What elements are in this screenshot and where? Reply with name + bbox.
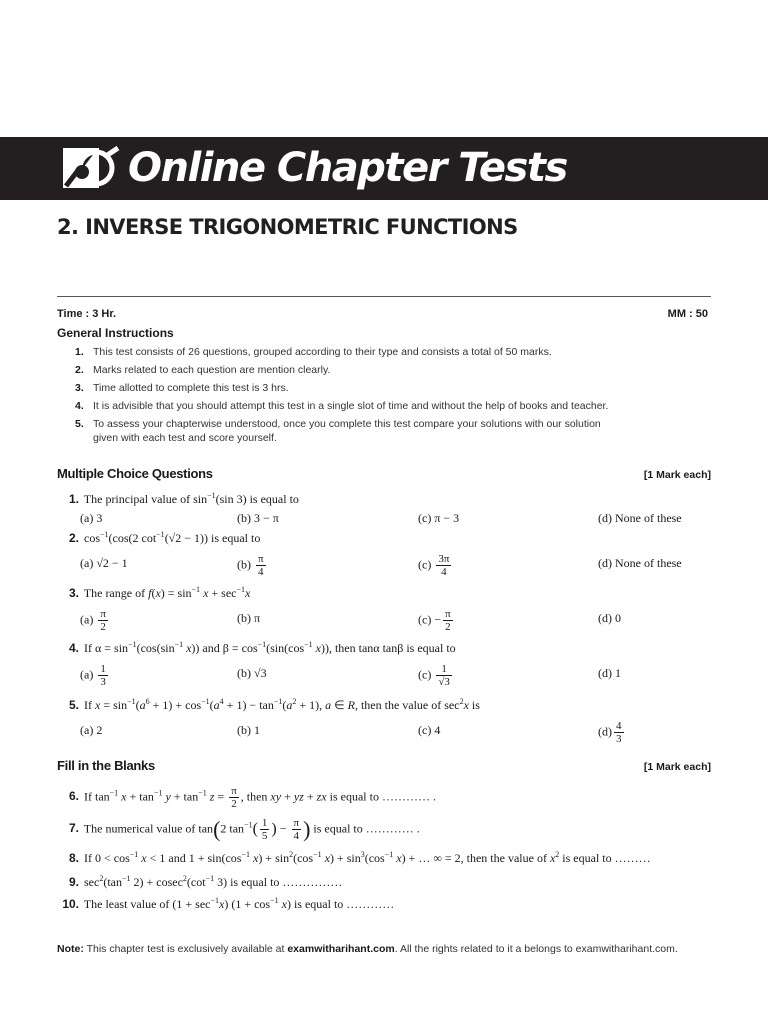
instruction-number: 5. — [75, 418, 84, 430]
footer-note — [57, 940, 678, 958]
question-number: 10. — [62, 897, 79, 911]
option-label: (b) — [237, 557, 251, 572]
header-divider — [57, 296, 711, 297]
option-label: (d) — [598, 724, 612, 739]
instruction-text: To assess your chapterwise understood, once you complete this test compare your solutions with our solution — [93, 418, 601, 430]
mcq-section-title: Multiple Choice Questions — [57, 466, 213, 481]
option-1b: (b) 3 − π — [237, 511, 279, 525]
question-5: 5. If $x = \sin^{-1}(a^6 + 1) + \cos^{-1}(a^4 + 1) - \tan^{-1}(a^2 + 1)$, a ∈ R, then the value of $\sec^2x$ is — [57, 695, 727, 715]
question-9: 9. $\sec^2(\tan^{-1}$ $2) + cosec^2(\cot^{-1}$ 3) is equal to …………… — [57, 872, 727, 892]
option-1d: (d) None of these — [598, 511, 682, 525]
option-3a — [80, 608, 110, 633]
question-number: 7. — [68, 821, 79, 836]
question-7: 7. The numerical value of tan(2 $\tan^{-1}$( $\frac{1}{5}$ ) − $\frac{\pi}{4}$ ) is equal to ………… . — [57, 817, 727, 842]
question-2: 2. $\cos^{-1}(\cos(2$ $\cot^{-1}(√2 - 1)$) is equal to — [57, 528, 727, 548]
option-3c — [418, 608, 455, 633]
option-4d: (d) 1 — [598, 666, 621, 680]
fib-section-title: Fill in the Blanks — [57, 758, 155, 773]
option-1c: (c) π − 3 — [418, 511, 460, 525]
fraction: $\frac{1}{3}$ — [100, 663, 106, 688]
instruction-text: This test consists of 26 questions, grouped according to their type and consists a total of 50 marks. — [93, 346, 552, 358]
option-5a: (a) 2 — [80, 723, 103, 737]
instruction-item — [57, 379, 717, 397]
instruction-item — [57, 415, 717, 445]
max-marks-label: MM : 50 — [667, 308, 708, 320]
option-3b: (b) π — [237, 611, 261, 625]
option-1a: (a) 3 — [80, 511, 103, 525]
question-1: 1. The principal value of $\sin^{-1}(\sin$ 3) is equal to — [57, 489, 727, 509]
instructions-heading: General Instructions — [57, 326, 174, 340]
option-2a: (a) √2 − 1 — [80, 556, 128, 570]
question-number: 8. — [68, 851, 79, 865]
fraction: $\frac{\pi}{4}$ — [258, 553, 264, 578]
option-label: (a) — [80, 612, 94, 627]
time-label: Time : 3 Hr. — [57, 308, 117, 320]
instruction-item — [57, 343, 717, 361]
instruction-number: 4. — [75, 400, 84, 412]
instruction-number: 1. — [75, 346, 84, 358]
footer-note-label: Note: — [57, 943, 84, 955]
question-number: 4. — [68, 641, 79, 655]
question-number: 6. — [68, 789, 79, 804]
question-number: 3. — [68, 586, 79, 600]
option-label: (c) — [418, 557, 432, 572]
question-8: 8. If $0 < \cos^{-1} x < 1$ and $1 + \sin(\cos^{-1}$ $x) + \sin^2(\cos^{-1}$ $x) + \sin^3(\cos^{-1}$ x) + … ∞ = 2, then the value of $x^2$ is equal to ……… — [57, 848, 727, 868]
arihant-logo-icon — [62, 142, 120, 192]
fraction: $\frac{\pi}{2}$ — [445, 608, 451, 633]
question-3: 3. The range of $f(x) = \sin^{-1} x + \sec^{-1}x$ — [57, 583, 727, 603]
question-number: 1. — [68, 492, 79, 506]
option-5c: (c) 4 — [418, 723, 441, 737]
instruction-item — [57, 361, 717, 379]
header-banner — [0, 137, 768, 200]
option-2c — [418, 553, 453, 578]
option-2d: (d) None of these — [598, 556, 682, 570]
mcq-marks-note: [1 Mark each] — [643, 469, 711, 481]
option-4a — [80, 663, 110, 688]
footer-note-text: This chapter test is exclusively available at — [86, 943, 285, 955]
fraction: $\frac{1}{√3}$ — [438, 663, 450, 688]
chapter-title: 2. INVERSE TRIGONOMETRIC FUNCTIONS — [57, 215, 518, 239]
fraction: $\frac{3\pi}{4}$ — [438, 553, 450, 578]
instruction-item — [57, 397, 717, 415]
instruction-text: It is advisible that you should attempt this test in a single slot of time and without the help of books and teacher. — [93, 400, 609, 412]
option-5d — [598, 720, 626, 745]
question-number: 5. — [68, 698, 79, 712]
instruction-text-continued: given with each test and score yourself. — [93, 432, 277, 444]
option-4c — [418, 663, 454, 688]
instruction-text: Marks related to each question are mention clearly. — [93, 364, 331, 376]
fraction: $\frac{4}{3}$ — [616, 720, 622, 745]
banner-title: Online Chapter Tests — [128, 145, 567, 191]
question-6: 6. If $\tan^{-1} x + \tan^{-1} y + \tan^{-1} z$ = $\frac{\pi}{2}$ , then xy + yz + zx is equal to ………… . — [57, 785, 727, 810]
option-4b: (b) √3 — [237, 666, 267, 680]
instruction-number: 3. — [75, 382, 84, 394]
instructions-list — [57, 343, 717, 445]
option-label: (c) — [418, 667, 432, 682]
option-label: (c) − — [418, 612, 442, 627]
option-5b: (b) 1 — [237, 723, 260, 737]
fraction: $\frac{\pi}{2}$ — [100, 608, 106, 633]
option-label: (a) — [80, 667, 94, 682]
question-4: 4. If $\alpha = \sin^{-1}(\cos(\sin^{-1}$ x)) and $\beta = \cos^{-1}(\sin(\cos^{-1}$ x)), then tanα tanβ is equal to — [57, 638, 727, 658]
footer-note-text-2: . All the rights related to it a belongs to examwitharihant.com. — [394, 943, 678, 955]
footer-site-link[interactable]: examwitharihant.com — [287, 943, 395, 955]
instruction-number: 2. — [75, 364, 84, 376]
question-number: 2. — [68, 531, 79, 545]
fib-marks-note: [1 Mark each] — [643, 761, 711, 773]
instruction-text: Time allotted to complete this test is 3 hrs. — [93, 382, 289, 394]
option-3d: (d) 0 — [598, 611, 621, 625]
option-2b — [237, 553, 268, 578]
question-number: 9. — [68, 875, 79, 889]
question-10: 10. The least value of $(1 + \sec^{-1}x)$ $(1 + \cos^{-1} x)$ is equal to ………… — [57, 894, 727, 914]
